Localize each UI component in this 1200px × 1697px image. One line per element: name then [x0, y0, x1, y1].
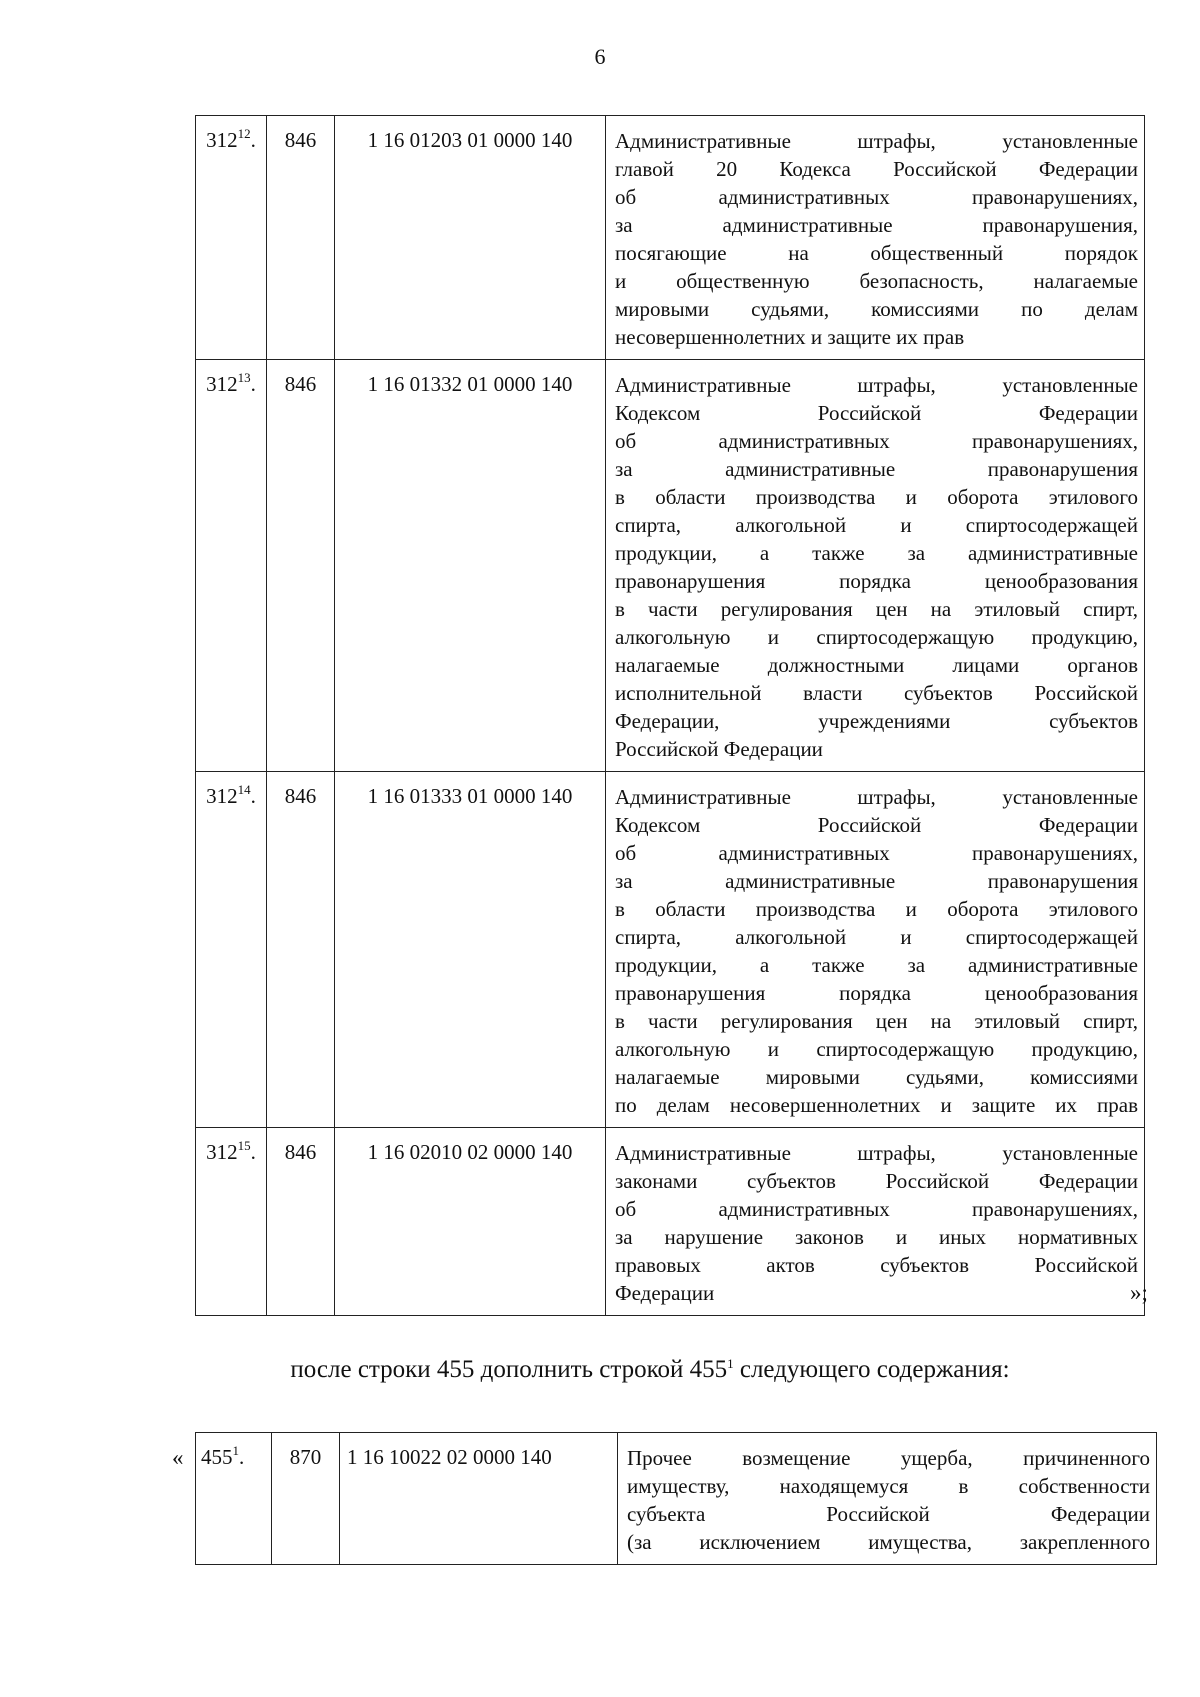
- row-number-superscript: 1: [232, 1443, 239, 1458]
- revenue-classification-code: 1 16 01332 01 0000 140: [335, 360, 606, 772]
- amendment-instruction: [0, 1356, 1200, 1384]
- description-line: в области производства и оборота этилового: [615, 897, 1138, 921]
- description-line: в области производства и оборота этилового: [615, 485, 1138, 509]
- revenue-description: [606, 116, 1145, 360]
- table-row: [196, 116, 1145, 360]
- table-row: [196, 360, 1145, 772]
- description-line: Административные штрафы, установленные: [615, 373, 1138, 397]
- description-line: мировыми судьями, комиссиями по делам: [615, 297, 1138, 321]
- row-number: $312^{13}$.: [196, 360, 267, 772]
- revenue-description: [618, 1433, 1157, 1565]
- description-line: об административных правонарушениях,: [615, 429, 1138, 453]
- description-line: алкогольную и спиртосодержащую продукцию,: [615, 625, 1138, 649]
- description-line: исполнительной власти субъектов Российской: [615, 681, 1138, 705]
- description-line: правовых актов субъектов Российской: [615, 1253, 1138, 1277]
- description-line: (за исключением имущества, закрепленного: [627, 1530, 1150, 1554]
- administrator-code: 870: [272, 1433, 340, 1565]
- revenue-description: [606, 772, 1145, 1128]
- description-line: Прочее возмещение ущерба, причиненного: [627, 1446, 1150, 1470]
- revenue-description: [606, 360, 1145, 772]
- revenue-description: [606, 1128, 1145, 1316]
- table-row: [196, 772, 1145, 1128]
- row-number: $312^{15}$.: [196, 1128, 267, 1316]
- row-number: $312^{12}$.: [196, 116, 267, 360]
- description-line: за нарушение законов и иных нормативных: [615, 1225, 1138, 1249]
- revenue-classification-code: 1 16 01333 01 0000 140: [335, 772, 606, 1128]
- description-line: главой 20 Кодекса Российской Федерации: [615, 157, 1138, 181]
- table-row: [196, 1128, 1145, 1316]
- description-line: правонарушения порядка ценообразования: [615, 569, 1138, 593]
- instruction-superscript: 1: [727, 1356, 734, 1371]
- row-number-superscript: 13: [237, 370, 251, 385]
- description-line: об административных правонарушениях,: [615, 841, 1138, 865]
- description-line: Административные штрафы, установленные: [615, 785, 1138, 809]
- description-line: Кодексом Российской Федерации: [615, 401, 1138, 425]
- description-line: спирта, алкогольной и спиртосодержащей: [615, 513, 1138, 537]
- description-line: правонарушения порядка ценообразования: [615, 981, 1138, 1005]
- description-line: в части регулирования цен на этиловый спирт,: [615, 597, 1138, 621]
- row-number: $312^{14}$.: [196, 772, 267, 1128]
- description-line: спирта, алкогольной и спиртосодержащей: [615, 925, 1138, 949]
- description-line: за административные правонарушения: [615, 869, 1138, 893]
- description-line: за административные правонарушения,: [615, 213, 1138, 237]
- description-line: в части регулирования цен на этиловый спирт,: [615, 1009, 1138, 1033]
- description-line: по делам несовершеннолетних и защите их прав: [615, 1093, 1138, 1117]
- table-row: [196, 1433, 1157, 1565]
- description-line: алкогольную и спиртосодержащую продукцию,: [615, 1037, 1138, 1061]
- revenue-classification-code: 1 16 02010 02 0000 140: [335, 1128, 606, 1316]
- description-line: продукции, а также за административные: [615, 953, 1138, 977]
- opening-quote: «: [172, 1445, 184, 1470]
- revenue-classification-code: 1 16 01203 01 0000 140: [335, 116, 606, 360]
- administrator-code: 846: [267, 116, 335, 360]
- description-line: об административных правонарушениях,: [615, 185, 1138, 209]
- description-line: законами субъектов Российской Федерации: [615, 1169, 1138, 1193]
- description-line: Административные штрафы, установленные: [615, 129, 1138, 153]
- description-line: налагаемые мировыми судьями, комиссиями: [615, 1065, 1138, 1089]
- description-line: и общественную безопасность, налагаемые: [615, 269, 1138, 293]
- row-number: $455^1$.: [196, 1433, 272, 1565]
- description-line: налагаемые должностными лицами органов: [615, 653, 1138, 677]
- instruction-text: после строки 455 дополнить строкой 455: [290, 1356, 728, 1383]
- row-number-superscript: 14: [237, 782, 251, 797]
- description-line: субъекта Российской Федерации: [627, 1502, 1150, 1526]
- description-line: несовершеннолетних и защите их прав: [615, 325, 965, 349]
- description-line: продукции, а также за административные: [615, 541, 1138, 565]
- closing-quote: »;: [1130, 1280, 1148, 1305]
- revenue-classification-code: 1 16 10022 02 0000 140: [340, 1433, 618, 1565]
- administrator-code: 846: [267, 1128, 335, 1316]
- budget-codes-table: [195, 115, 1145, 1316]
- row-number-superscript: 15: [237, 1138, 251, 1153]
- new-row-table: [195, 1432, 1157, 1565]
- description-line: Российской Федерации: [615, 737, 823, 761]
- description-line: посягающие на общественный порядок: [615, 241, 1138, 265]
- instruction-text-end: следующего содержания:: [733, 1356, 1010, 1383]
- description-line: об административных правонарушениях,: [615, 1197, 1138, 1221]
- description-line: Федерации: [615, 1281, 715, 1305]
- description-line: за административные правонарушения: [615, 457, 1138, 481]
- description-line: Административные штрафы, установленные: [615, 1141, 1138, 1165]
- description-line: Федерации, учреждениями субъектов: [615, 709, 1138, 733]
- administrator-code: 846: [267, 772, 335, 1128]
- page-number: 6: [594, 44, 606, 69]
- description-line: имуществу, находящемуся в собственности: [627, 1474, 1150, 1498]
- administrator-code: 846: [267, 360, 335, 772]
- row-number-superscript: 12: [237, 126, 251, 141]
- description-line: Кодексом Российской Федерации: [615, 813, 1138, 837]
